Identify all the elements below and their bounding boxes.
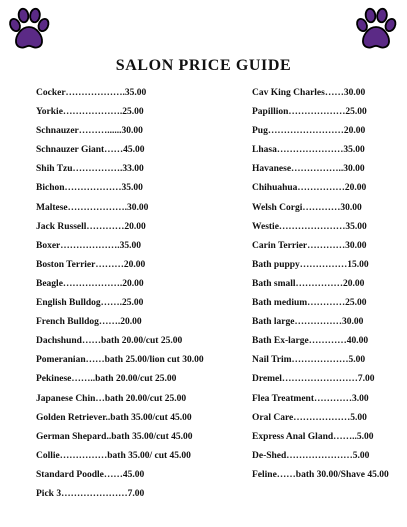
price-item: Express Anal Gland……..5.00	[252, 431, 374, 442]
price-item: Cav King Charles……30.00	[252, 88, 366, 98]
price-item: Flea Treatment…………3.00	[252, 393, 369, 404]
page-title: SALON PRICE GUIDE	[115, 57, 292, 74]
price-item: French Bulldog…….20.00	[36, 317, 142, 328]
price-item: Shih Tzu…………….33.00	[36, 164, 144, 175]
price-item: Havanese……………..30.00	[252, 164, 365, 175]
price-item: German Shepard..bath 35.00/cut 45.00	[36, 431, 193, 442]
price-item: De-Shed…………………5.00	[252, 450, 370, 461]
price-item: Dremel……………………7.00	[252, 374, 375, 385]
price-item: Bichon………………35.00	[36, 183, 143, 194]
price-item: Dachshund……bath 20.00/cut 25.00	[36, 336, 183, 347]
price-list-right	[252, 84, 402, 485]
price-item: Schnauzer Giant……45.00	[36, 145, 145, 156]
price-item: Bath Ex-large…………40.00	[252, 336, 369, 347]
price-item: Pick 3…………………7.00	[36, 488, 145, 499]
price-item: Pekinese……..bath 20.00/cut 25.00	[36, 374, 177, 385]
price-item: Pug……………………20.00	[252, 126, 366, 137]
price-item: Japanese Chin…bath 20.00/cut 25.00	[36, 393, 187, 404]
price-item: Cocker……………….35.00	[36, 88, 147, 98]
price-item: Feline……bath 30.00/Shave 45.00	[252, 469, 389, 480]
price-item: Standard Poodle……45.00	[36, 469, 145, 480]
price-list-left	[36, 84, 226, 504]
price-item: Golden Retriever..bath 35.00/cut 45.00	[36, 412, 192, 423]
price-item: Bath puppy……………15.00	[252, 259, 369, 270]
price-item: Carin Terrier…………30.00	[252, 240, 367, 251]
price-item: Chihuahua……………20.00	[252, 183, 367, 194]
price-item: Maltese……………….30.00	[36, 202, 149, 213]
price-item: Oral Care………………5.00	[252, 412, 367, 423]
price-item: Boxer……………….35.00	[36, 240, 142, 251]
price-item: Schnauzer………......30.00	[36, 126, 143, 137]
price-item: Beagle……………….20.00	[36, 278, 144, 289]
price-item: Bath medium…………25.00	[252, 298, 367, 309]
price-item: Bath large……………30.00	[252, 317, 364, 328]
price-item: Pomeranian……bath 25.00/lion cut 30.00	[36, 355, 204, 366]
price-item: Nail Trim………………5.00	[252, 355, 366, 366]
price-item: Lhasa…………………35.00	[252, 145, 365, 156]
price-item: Jack Russell…………20.00	[36, 221, 146, 232]
price-item: Yorkie……………….25.00	[36, 107, 144, 118]
price-item: Collie……………bath 35.00/ cut 45.00	[36, 450, 191, 461]
price-item: English Bulldog…….25.00	[36, 298, 144, 309]
price-item: Boston Terrier………20.00	[36, 259, 146, 270]
price-item: Westie…………………35.00	[252, 221, 367, 232]
price-item: Papillion………………25.00	[252, 107, 367, 118]
paw-print-icon	[6, 6, 52, 52]
paw-print-icon	[353, 6, 399, 52]
price-item: Welsh Corgi…………30.00	[252, 202, 362, 213]
price-item: Bath small……………20.00	[252, 278, 365, 289]
